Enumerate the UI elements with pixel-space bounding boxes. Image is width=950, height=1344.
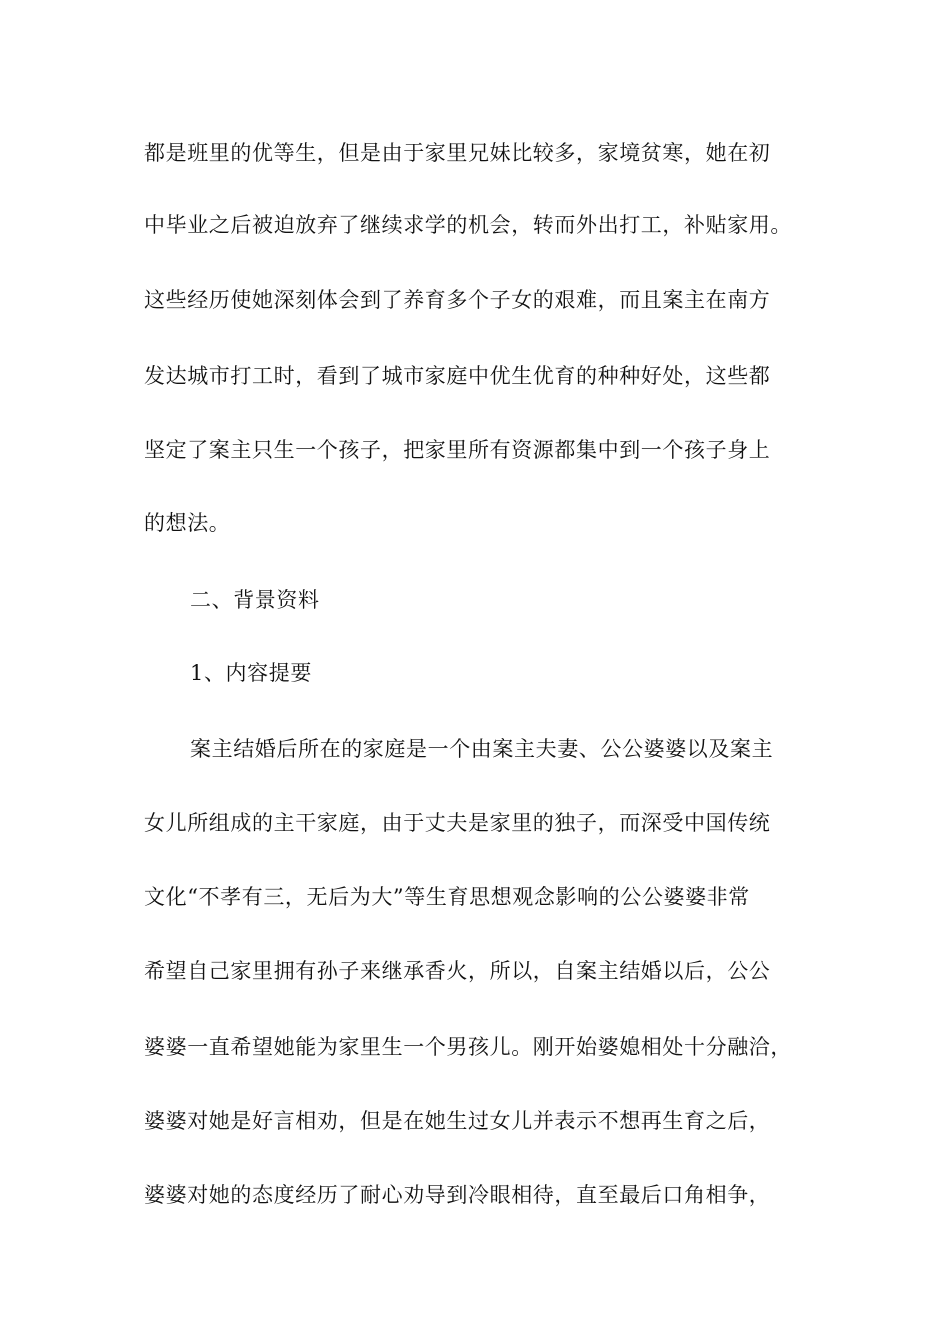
paragraph-line: 这些经历使她深刻体会到了养育多个子女的艰难，而且案主在南方 [144, 288, 771, 312]
paragraph-line: 坚定了案主只生一个孩子，把家里所有资源都集中到一个孩子身上 [144, 438, 771, 462]
paragraph-line: 案主结婚后所在的家庭是一个由案主夫妻、公公婆婆以及案主 [190, 737, 774, 761]
paragraph-line: 婆婆对她是好言相劝，但是在她生过女儿并表示不想再生育之后， [144, 1109, 771, 1133]
paragraph-line: 女儿所组成的主干家庭，由于丈夫是家里的独子，而深受中国传统 [144, 811, 771, 835]
paragraph-line: 的想法。 [144, 511, 231, 535]
subsection-heading: 1、内容提要 [190, 661, 312, 685]
paragraph-line: 婆婆对她的态度经历了耐心劝导到冷眼相待，直至最后口角相争， [144, 1183, 771, 1207]
paragraph-line: 发达城市打工时，看到了城市家庭中优生优育的种种好处，这些都 [144, 364, 771, 388]
paragraph-line: 文化“不孝有三，无后为大”等生育思想观念影响的公公婆婆非常 [144, 885, 750, 909]
paragraph-line: 都是班里的优等生，但是由于家里兄妹比较多，家境贫寒，她在初 [144, 141, 771, 165]
section-heading: 二、背景资料 [190, 588, 320, 612]
paragraph-line: 中毕业之后被迫放弃了继续求学的机会，转而外出打工，补贴家用。 [144, 213, 792, 237]
paragraph-line: 婆婆一直希望她能为家里生一个男孩儿。刚开始婆媳相处十分融洽， [144, 1035, 792, 1059]
paragraph-line: 希望自己家里拥有孙子来继承香火，所以，自案主结婚以后，公公 [144, 959, 771, 983]
